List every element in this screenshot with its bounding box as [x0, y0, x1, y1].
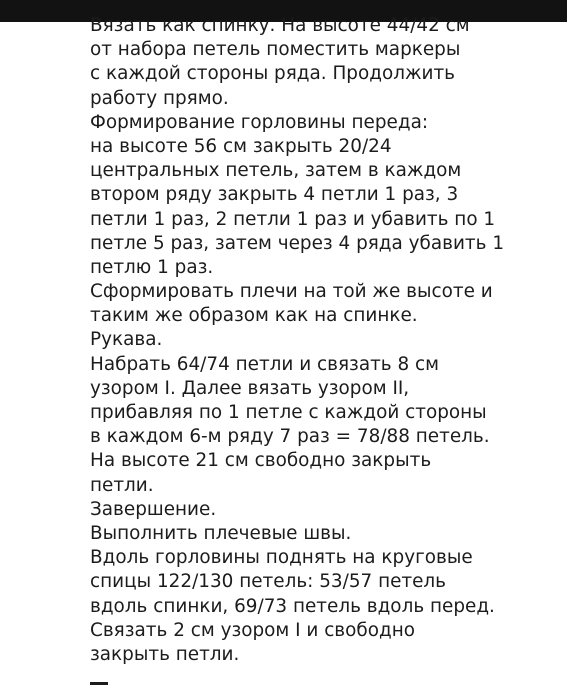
- text-line: от набора петель поместить маркеры: [90, 39, 461, 61]
- text-line: прибавляя по 1 петле с каждой стороны: [90, 402, 487, 423]
- text-line: закрыть петли.: [90, 643, 240, 665]
- text-line: Вдоль горловины поднять на круговые: [90, 547, 473, 569]
- text-line: спицы 122/130 петель: 53/57 петель: [90, 571, 447, 593]
- text-line: с каждой стороны ряда. Продолжить: [90, 63, 456, 85]
- text-line: Выполнить плечевые швы.: [90, 522, 352, 544]
- text-line: на высоте 56 см закрыть 20/24: [90, 135, 392, 157]
- section-heading: Завершение.: [90, 498, 217, 520]
- document-text: [90, 14, 560, 667]
- text-line: центральных петель, затем в каждом: [90, 160, 462, 182]
- text-line: работу прямо.: [90, 87, 229, 109]
- text-line: Вязать как спинку. На высоте 44/42 см: [90, 15, 470, 36]
- cut-off-text-fragment: [90, 682, 108, 685]
- text-line: Сформировать плечи на той же высоте и: [90, 281, 493, 303]
- text-line: петле 5 раз, затем через 4 ряда убавить 1: [90, 232, 505, 254]
- text-line: На высоте 21 см свободно закрыть: [90, 450, 432, 472]
- text-line: втором ряду закрыть 4 петли 1 раз, 3: [90, 184, 459, 206]
- section-heading: Рукава.: [90, 329, 163, 351]
- text-line: узором I. Далее вязать узором II,: [90, 377, 410, 399]
- text-line: Связать 2 см узором I и свободно: [90, 619, 415, 641]
- text-line: таким же образом как на спинке.: [90, 305, 418, 327]
- text-line: Набрать 64/74 петли и связать 8 см: [90, 353, 440, 375]
- text-line: Формирование горловины переда:: [90, 111, 429, 133]
- text-line: петли 1 раз, 2 петли 1 раз и убавить по 1: [90, 208, 496, 230]
- text-line: вдоль спинки, 69/73 петель вдоль перед.: [90, 595, 495, 617]
- text-line: петлю 1 раз.: [90, 256, 214, 278]
- text-line: петли.: [90, 474, 154, 496]
- text-line: в каждом 6-м ряду 7 раз = 78/88 петель.: [90, 426, 490, 448]
